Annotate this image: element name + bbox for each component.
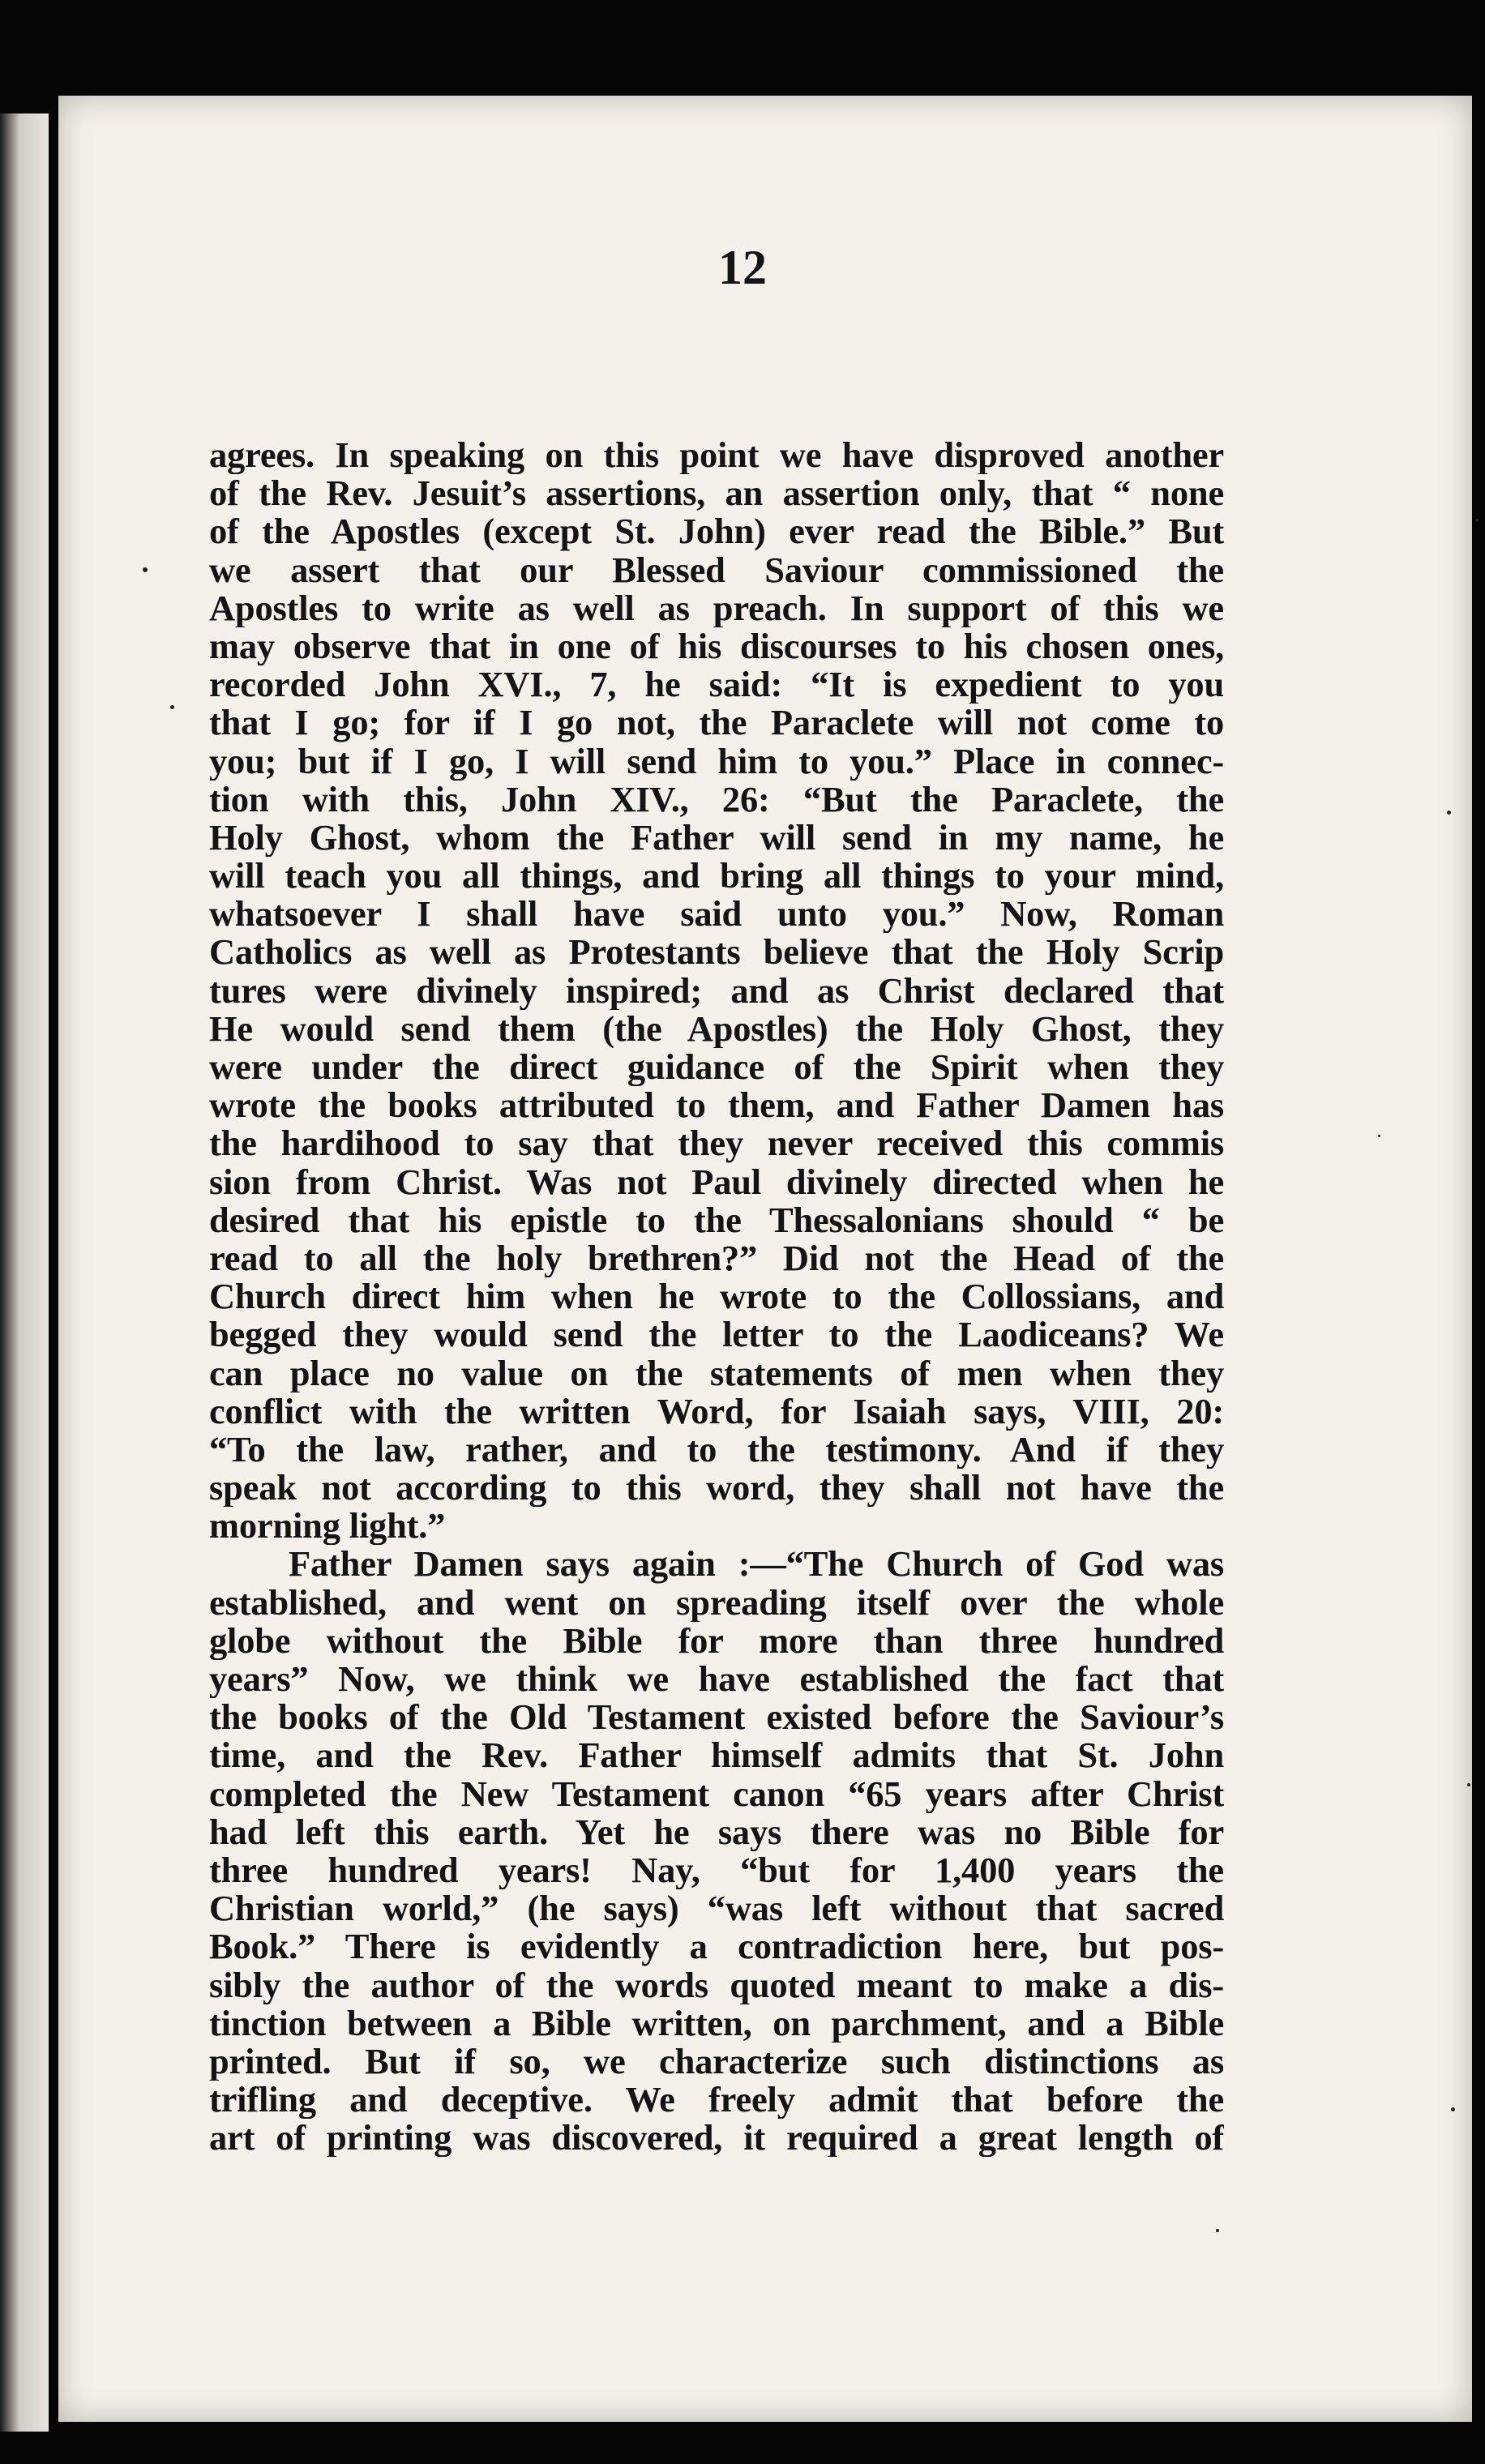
text-line: desired that his epistle to the Thessalonians should “ be [209,1200,1224,1239]
page-edge [0,113,49,2432]
text-line: read to all the holy brethren?” Did not the Head of the [209,1238,1224,1278]
scan-speck [1447,811,1451,815]
text-line: the hardihood to say that they never received this commis [209,1124,1224,1163]
text-line: established, and went on spreading itself over the whole [209,1583,1224,1622]
text-line: of the Rev. Jesuit’s assertions, an assertion only, that “ none [209,474,1224,513]
text-line: conflict with the written Word, for Isaiah says, VIII, 20: [209,1392,1224,1431]
text-line: globe without the Bible for more than three hundred [209,1621,1224,1660]
text-line: the books of the Old Testament existed before the Saviour’s [209,1698,1224,1737]
text-line: we assert that our Blessed Saviour commissioned the [209,550,1224,589]
page-number: 12 [718,241,767,294]
text-line: sion from Christ. Was not Paul divinely directed when he [209,1162,1224,1201]
text-line: speak not according to this word, they shall not have the [209,1469,1224,1508]
text-line: of the Apostles (except St. John) ever read the Bible.” But [209,512,1224,551]
text-line: begged they would send the letter to the Laodiceans? We [209,1315,1224,1354]
text-line: completed the New Testament canon “65 years after Christ [209,1774,1224,1813]
scan-speck [143,567,148,572]
text-line: three hundred years! Nay, “but for 1,400 years the [209,1850,1224,1890]
text-line: years” Now, we think we have established the fact that [209,1660,1224,1699]
text-line: were under the direct guidance of the Spirit when they [209,1048,1224,1087]
text-line: wrote the books attributed to them, and Father Damen has [209,1086,1224,1125]
text-line: whatsoever I shall have said unto you.” Now, Roman [209,895,1224,934]
text-line: printed. But if so, we characterize such distinctions as [209,2042,1224,2081]
scan-speck [170,705,174,709]
text-line: Apostles to write as well as preach. In support of this we [209,588,1224,627]
text-line: Catholics as well as Protestants believe that the Holy Scrip [209,933,1224,972]
scan-speck [1378,1135,1380,1137]
text-line: recorded John XVI., 7, he said: “It is expedient to you [209,665,1224,704]
body-text [209,436,1224,2157]
text-line: can place no value on the statements of men when they [209,1354,1224,1392]
text-line: trifling and deceptive. We freely admit that before the [209,2081,1224,2120]
text-line: Holy Ghost, whom the Father will send in my name, he [209,818,1224,858]
text-line: time, and the Rev. Father himself admits that St. John [209,1736,1224,1775]
text-line: morning light.” [209,1507,446,1546]
text-line: sibly the author of the words quoted meant to make a dis- [209,1966,1224,2004]
text-line: had left this earth. Yet he says there was no Bible for [209,1812,1224,1851]
text-line: Christian world,” (he says) “was left without that sacred [209,1889,1224,1928]
text-line: He would send them (the Apostles) the Holy Ghost, they [209,1009,1224,1048]
text-line: Book.” There is evidently a contradiction here, but pos- [209,1927,1224,1966]
text-line: that I go; for if I go not, the Paraclete will not come to [209,704,1224,742]
text-line: “To the law, rather, and to the testimony. And if they [209,1430,1224,1469]
text-line: will teach you all things, and bring all things to your mind, [209,857,1224,896]
scan-speck [1475,519,1479,522]
text-line: tinction between a Bible written, on parchment, and a Bible [209,2004,1224,2043]
text-line: may observe that in one of his discourses to his chosen ones, [209,627,1224,666]
text-line: Church direct him when he wrote to the Collossians, and [209,1277,1224,1316]
scan-speck [1467,1783,1470,1786]
text-line: you; but if I go, I will send him to you.” Place in connec- [209,742,1224,781]
scan-speck [1451,2107,1455,2111]
text-line: agrees. In speaking on this point we have disproved another [209,436,1224,475]
text-line: Father Damen says again :—“The Church of God was [289,1545,1224,1584]
text-line: art of printing was discovered, it required a great length of [209,2119,1224,2158]
text-line: tion with this, John XIV., 26: “But the Paraclete, the [209,780,1224,819]
text-line: tures were divinely inspired; and as Christ declared that [209,971,1224,1010]
scan-speck [1216,2229,1219,2232]
